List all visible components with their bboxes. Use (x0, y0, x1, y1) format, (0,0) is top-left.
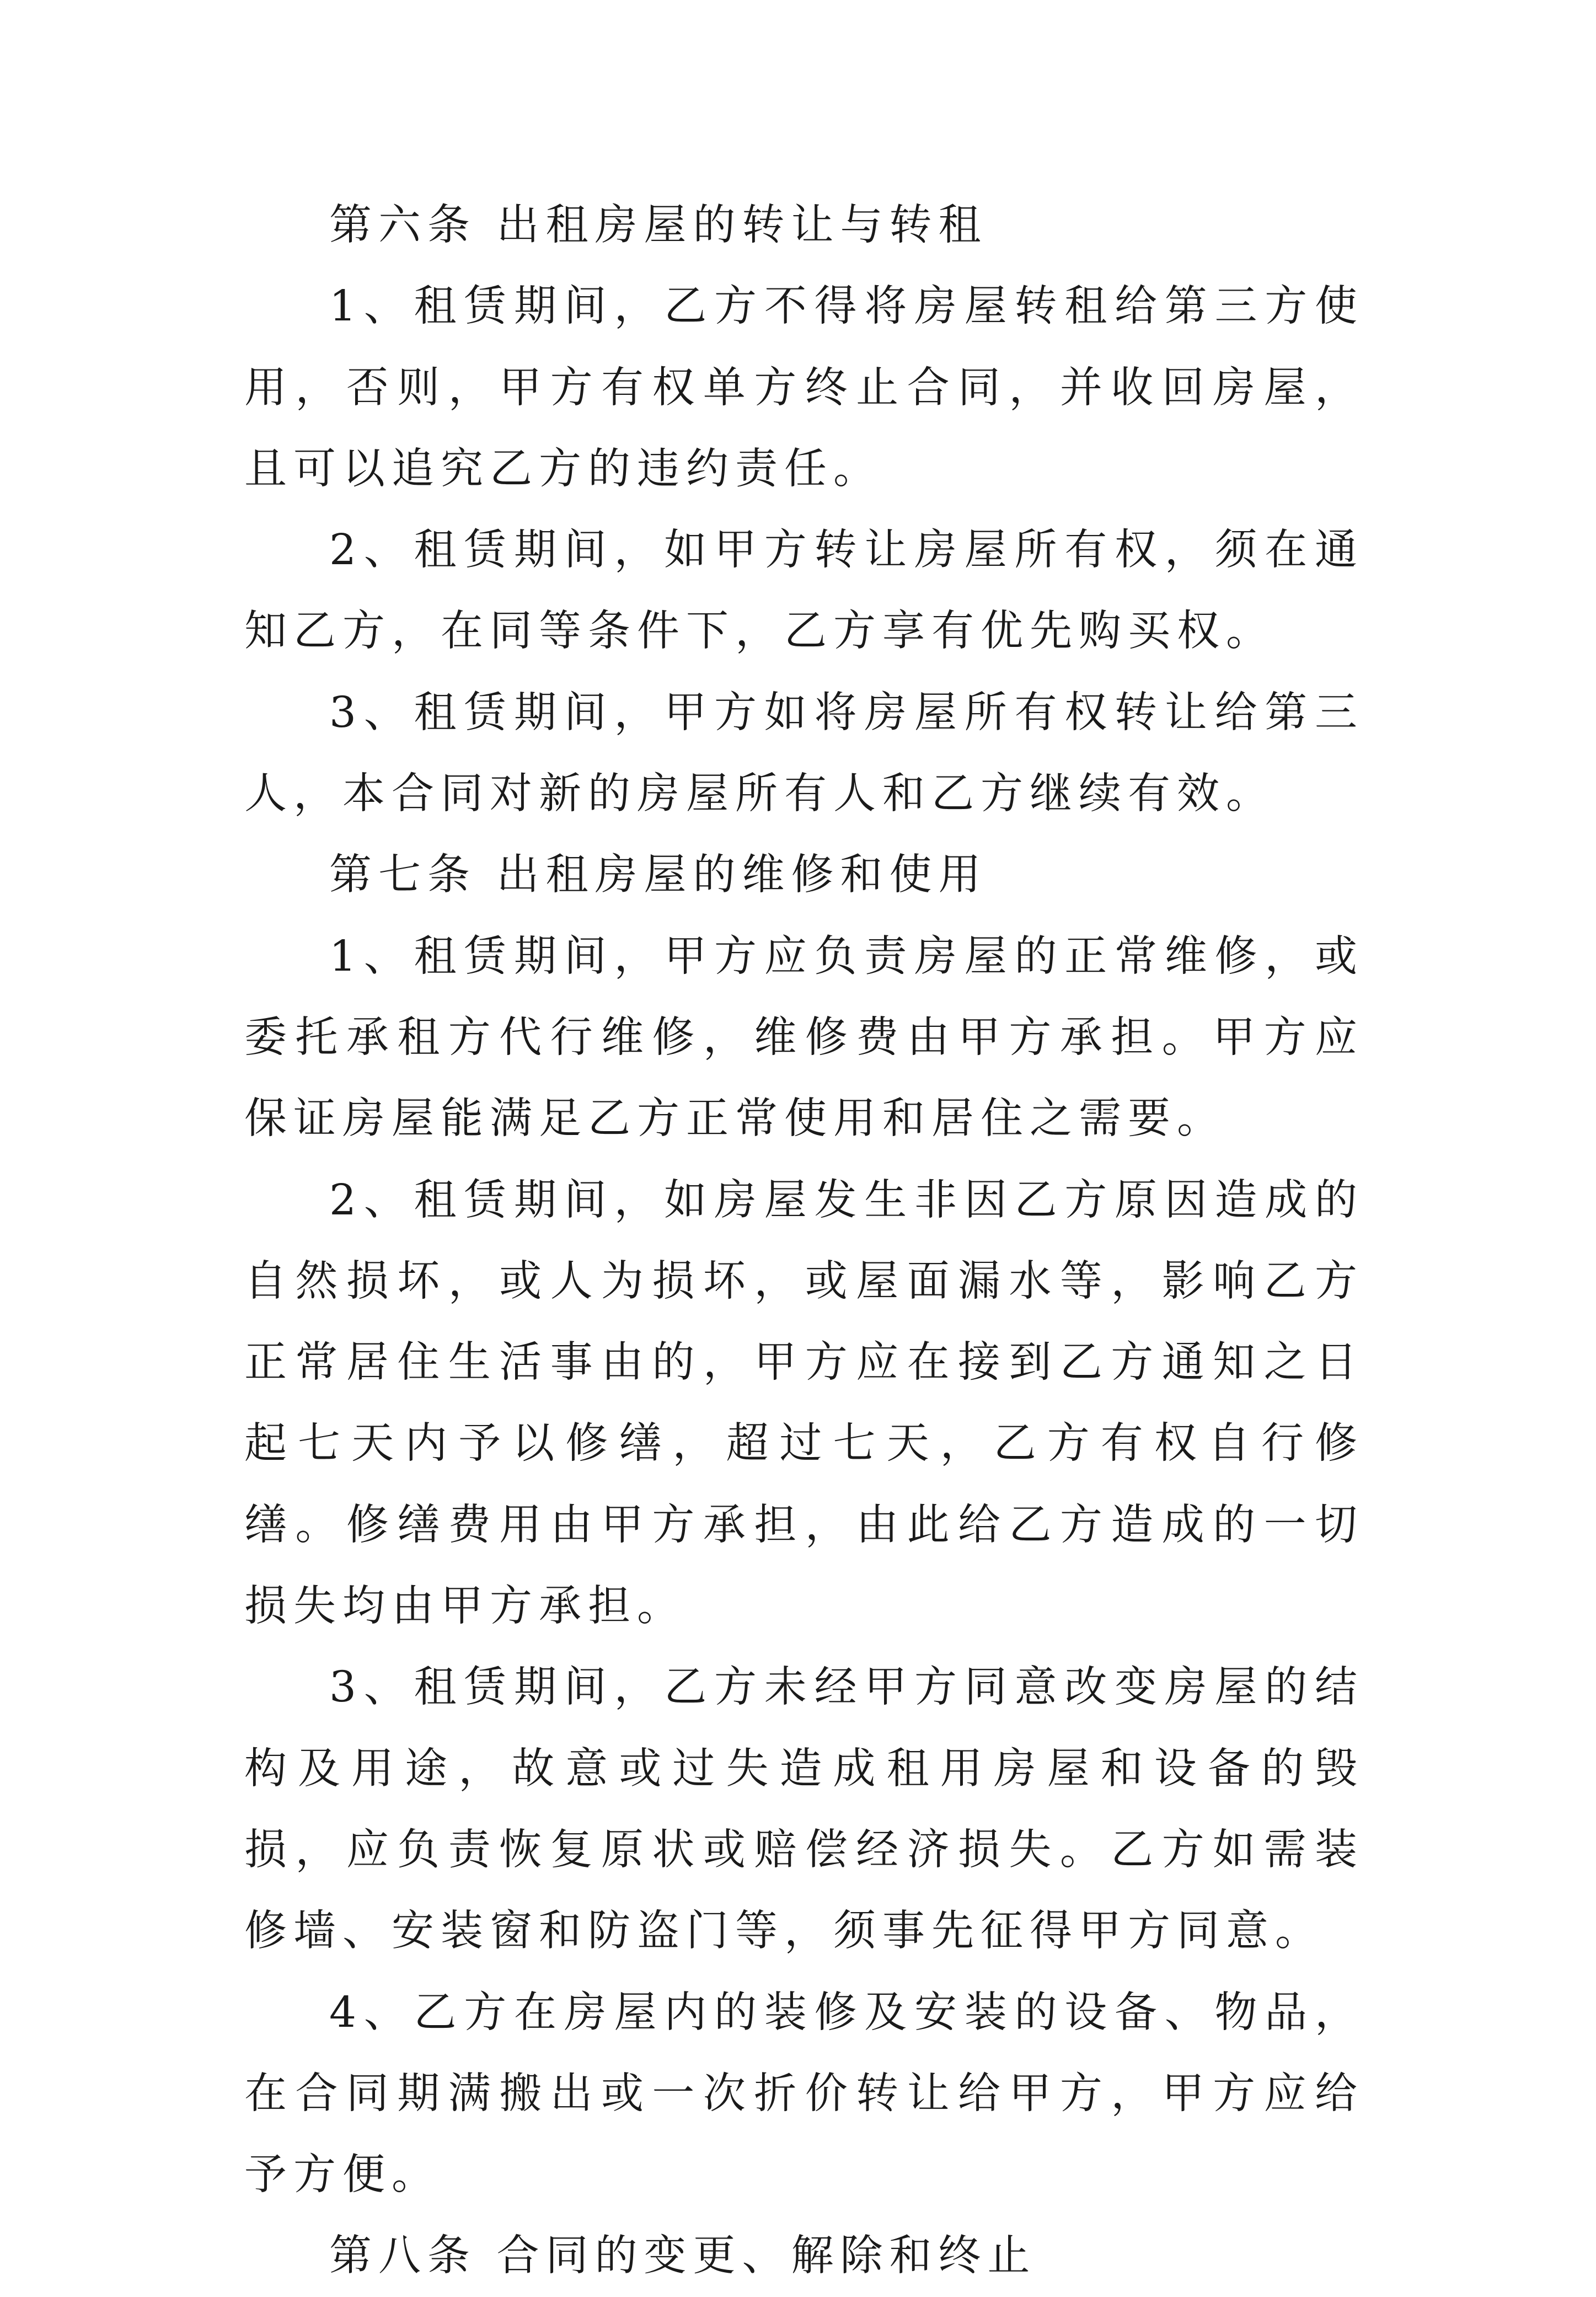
clause-7-1: 1、租赁期间，甲方应负责房屋的正常维修，或委托承租方代行维修，维修费由甲方承担。甲方应保证房屋能满足乙方正常使用和居住之需要。 (244, 931, 1364, 1144)
clause-7-3: 3、租赁期间，乙方未经甲方同意改变房屋的结构及用途，故意或过失造成租用房屋和设备的毁损，应负责恢复原状或赔偿经济损失。乙方如需装修墙、安装窗和防盗门等，须事先征得甲方同意。 (244, 1663, 1364, 1956)
section-heading-6: 第六条 出租房屋的转让与转租 (329, 201, 988, 250)
clause-6-1: 1、租赁期间，乙方不得将房屋转租给第三方使用，否则，甲方有权单方终止合同，并收回房屋，且可以追究乙方的违约责任。 (244, 282, 1364, 494)
clause-7-2: 2、租赁期间，如房屋发生非因乙方原因造成的自然损坏，或人为损坏，或屋面漏水等，影响乙方正常居住生活事由的，甲方应在接到乙方通知之日起七天内予以修缮，超过七天，乙方有权自行修缮。修缮费用由甲方承担，由此给乙方造成的一切损失均由甲方承担。 (244, 1175, 1364, 1631)
document-body (244, 185, 1364, 2297)
section-heading-7: 第七条 出租房屋的维修和使用 (329, 850, 988, 900)
clause-7-4: 4、乙方在房屋内的装修及安装的设备、物品，在合同期满搬出或一次折价转让给甲方，甲方应给予方便。 (244, 1988, 1364, 2200)
section-heading-8: 第八条 合同的变更、解除和终止 (329, 2231, 1037, 2281)
clause-6-2: 2、租赁期间，如甲方转让房屋所有权，须在通知乙方，在同等条件下，乙方享有优先购买权。 (244, 526, 1364, 656)
clause-6-3: 3、租赁期间，甲方如将房屋所有权转让给第三人，本合同对新的房屋所有人和乙方继续有效。 (244, 688, 1364, 819)
